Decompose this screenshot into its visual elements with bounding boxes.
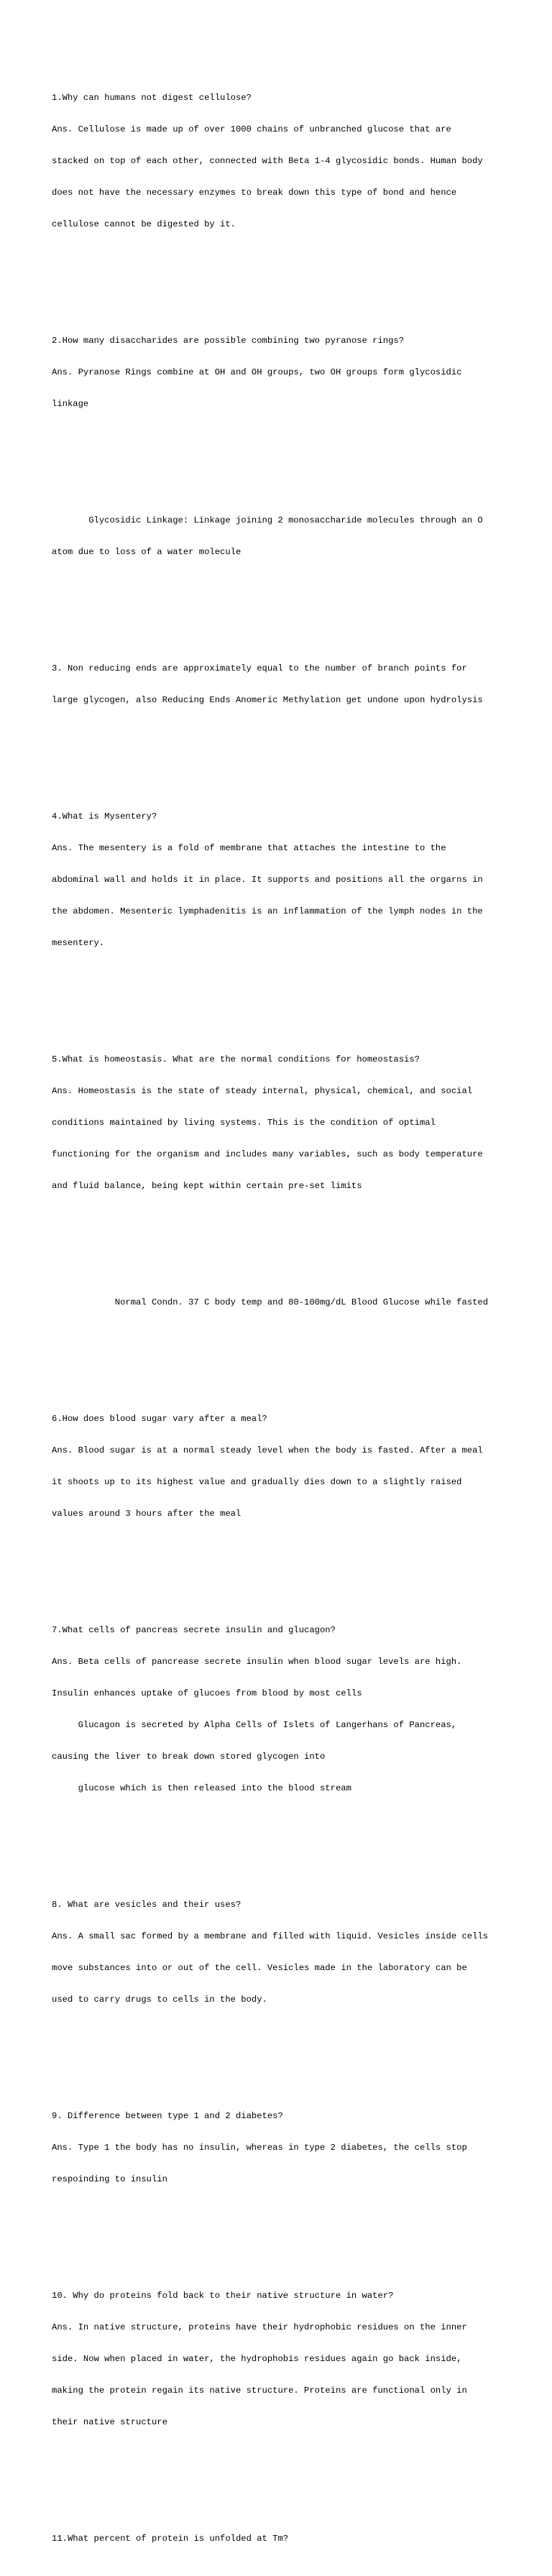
- answer-4-line-4: mesentery.: [52, 938, 105, 948]
- block-spacer: [52, 2048, 512, 2058]
- answer-7-line-1: Ans. Beta cells of pancrease secrete insulin when blood sugar levels are high.: [52, 1656, 462, 1667]
- qa-block-7: [52, 1604, 512, 1815]
- answer-10-line-1: Ans. In native structure, proteins have their hydrophobic residues on the inner: [52, 2322, 467, 2332]
- question-7: 7.What cells of pancreas secrete insulin and glucagon?: [52, 1624, 336, 1635]
- note-2-line-1: Glycosidic Linkage: Linkage joining 2 monosaccharide molecules through an O: [52, 515, 483, 525]
- statement-3-line-2: large glycogen, also Reducing Ends Anomeric Methylation get undone upon hydrolysis: [52, 694, 483, 705]
- answer-1-line-4: cellulose cannot be digested by it.: [52, 219, 236, 230]
- answer-7-line-2: Insulin enhances uptake of glucoes from blood by most cells: [52, 1688, 362, 1698]
- answer-1-line-3: does not have the necessary enzymes to break down this type of bond and hence: [52, 188, 457, 198]
- block-spacer: [52, 1350, 512, 1361]
- statement-3-line-1: 3. Non reducing ends are approximately equal to the number of branch points for: [52, 663, 467, 673]
- question-1: 1.Why can humans not digest cellulose?: [52, 92, 252, 103]
- answer-5-line-2: conditions maintained by living systems. This is the condition of optimal: [52, 1117, 436, 1128]
- answer-2-line-2: linkage: [52, 399, 89, 410]
- answer-4-line-3: the abdomen. Mesenteric lymphadenitis is an inflammation of the lymph nodes in the: [52, 906, 483, 916]
- answer-5-line-3: functioning for the organism and includes many variables, such as body temperature: [52, 1149, 483, 1160]
- question-9: 9. Difference between type 1 and 2 diabetes?: [52, 2110, 283, 2121]
- answer-10-line-3: making the protein regain its native structure. Proteins are functional only in: [52, 2386, 467, 2396]
- qa-block-2: [52, 315, 512, 431]
- block-spacer: [52, 452, 512, 463]
- answer-8-line-3: used to carry drugs to cells in the body.: [52, 1995, 267, 2005]
- qa-block-6: [52, 1392, 512, 1540]
- answer-1-line-2: stacked on top of each other, connected with Beta 1-4 glycosidic bonds. Human body: [52, 156, 483, 167]
- answer-6-line-2: it shoots up to its highest value and gradually dies down to a slightly raised: [52, 1476, 462, 1487]
- question-4: 4.What is Mysentery?: [52, 811, 157, 822]
- answer-8-line-2: move substances into or out of the cell. Vesicles made in the laboratory can be: [52, 1963, 467, 1974]
- answer-7-line-3: Glucagon is secreted by Alpha Cells of Islets of Langerhans of Pancreas,: [52, 1719, 457, 1730]
- qa-block-3: [52, 642, 512, 727]
- answer-9-line-1: Ans. Type 1 the body has no insulin, whereas in type 2 diabetes, the cells stop: [52, 2143, 467, 2153]
- answer-8-line-1: Ans. A small sac formed by a membrane and filled with liquid. Vesicles inside cells: [52, 1931, 489, 1942]
- answer-1-line-1: Ans. Cellulose is made up of over 1000 chains of unbranched glucose that are: [52, 124, 451, 134]
- qa-block-11: [52, 2513, 512, 2566]
- note-block-5: [52, 1276, 512, 1329]
- answer-9-line-2: respoinding to insulin: [52, 2174, 167, 2185]
- note-5-line-1: Normal Condn. 37 C body temp and 80-100mg/dL Blood Glucose while fasted: [52, 1297, 489, 1307]
- answer-10-line-4: their native structure: [52, 2417, 167, 2428]
- answer-5-line-4: and fluid balance, being kept within certain pre-set limits: [52, 1181, 362, 1192]
- question-6: 6.How does blood sugar vary after a meal?: [52, 1413, 267, 1424]
- block-spacer: [52, 2470, 512, 2481]
- qa-block-8: [52, 1879, 512, 2027]
- answer-7-line-5: glucose which is then released into the blood stream: [52, 1783, 351, 1794]
- note-block-2: [52, 494, 512, 579]
- question-2: 2.How many disaccharides are possible combining two pyranose rings?: [52, 335, 405, 346]
- qa-block-9: [52, 2090, 512, 2207]
- answer-6-line-1: Ans. Blood sugar is at a normal steady level when the body is fasted. After a meal: [52, 1445, 483, 1455]
- block-spacer: [52, 1836, 512, 1847]
- answer-10-line-2: side. Now when placed in water, the hydrophobis residues again go back inside,: [52, 2354, 462, 2365]
- qa-block-5: [52, 1033, 512, 1213]
- document-page: [52, 50, 512, 2576]
- block-spacer: [52, 991, 512, 1002]
- block-spacer: [52, 748, 512, 758]
- answer-2-line-1: Ans. Pyranose Rings combine at OH and OH groups, two OH groups form glycosidic: [52, 367, 462, 378]
- answer-7-line-4: causing the liver to break down stored glycogen into: [52, 1752, 326, 1762]
- answer-5-line-1: Ans. Homeostasis is the state of steady internal, physical, chemical, and social: [52, 1085, 473, 1096]
- question-10: 10. Why do proteins fold back to their native structure in water?: [52, 2290, 394, 2301]
- block-spacer: [52, 2227, 512, 2238]
- block-spacer: [52, 600, 512, 611]
- qa-block-1: [52, 71, 512, 251]
- answer-6-line-3: values around 3 hours after the meal: [52, 1508, 242, 1519]
- question-8: 8. What are vesicles and their uses?: [52, 1899, 242, 1910]
- qa-block-10: [52, 2269, 512, 2449]
- block-spacer: [52, 1234, 512, 1245]
- question-11: 11.What percent of protein is unfolded at Tm?: [52, 2534, 289, 2544]
- block-spacer: [52, 272, 512, 283]
- answer-4-line-1: Ans. The mesentery is a fold of membrane that attaches the intestine to the: [52, 842, 446, 853]
- block-spacer: [52, 1561, 512, 1572]
- answer-4-line-2: abdominal wall and holds it in place. It supports and positions all the orgarns in: [52, 874, 483, 885]
- question-5: 5.What is homeostasis. What are the normal conditions for homeostasis?: [52, 1054, 420, 1064]
- qa-block-4: [52, 790, 512, 970]
- note-2-line-2: atom due to loss of a water molecule: [52, 547, 242, 558]
